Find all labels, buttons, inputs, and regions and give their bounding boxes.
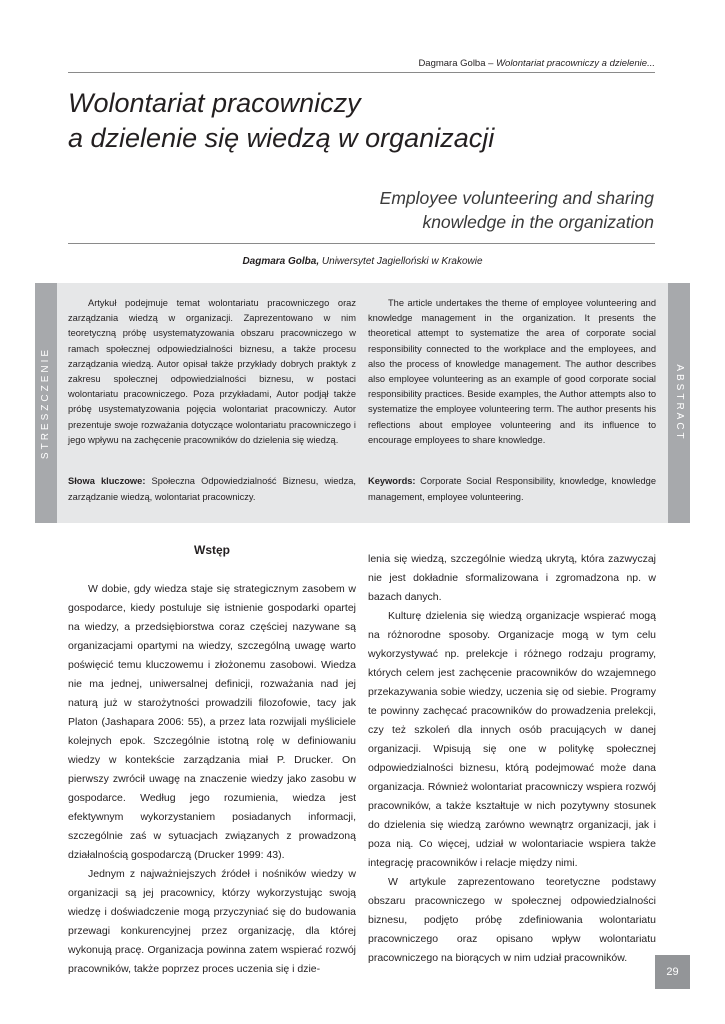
abstract-polish-text: Artykuł podejmuje temat wolontariatu pracowniczego oraz zarządzania wiedzą w organizacji. Zaprezentowano w nim teoretyczną próbę usystematyzowania obszaru pracowniczego w ramach społecznej odpowiedzialności biznesu, a także procesu zarządzania wiedzą. Autor opisał także przykłady dobrych praktyk z zakresu społecznej odpowiedzialności biznesu, w postaci wolontariatu pracowniczego. Poza przykładami, Autor podjął także próbę usystematyzowania pojęcia wolontariat pracowniczy. Autor prezentuje swoje rozważania dotyczące wolontariatu pracowniczego i jego wpływu na zachęcenie pracowników do dzielenia się wiedzą.: [68, 298, 356, 445]
abstract-english-text: The article undertakes the theme of employee volunteering and knowledge management in the organization. It presents the theoretical attempt to systematize the area of corporate social responsibility connected to the workplace and the employees, and also the process of knowledge management. The author describes also employee volunteering as an example of good corporate social responsibility practices. Beside examples, the Author attempts also to systematize the employee volunteering term. The author presents his reflections about employee volunteering and its influence to encourage employees to share knowledge.: [368, 298, 656, 445]
english-title-line-1: Employee volunteering and sharing: [379, 188, 654, 208]
author-line: [0, 256, 725, 267]
running-head: [260, 58, 655, 69]
keywords-english: [368, 473, 656, 505]
sidebar-abstract: [668, 283, 690, 523]
english-title: [300, 186, 654, 234]
keywords-english-list: Corporate Social Responsibility, knowledge, knowledge management, employee volunteering.: [368, 476, 656, 502]
sidebar-label-streszczenie: STRESZCZENIE: [40, 346, 51, 460]
author-affiliation: Uniwersytet Jagielloński w Krakowie: [319, 256, 483, 267]
title-rule: [68, 243, 655, 244]
keywords-english-label: Keywords:: [368, 476, 416, 486]
header-rule: [68, 72, 655, 73]
author-name: Dagmara Golba,: [242, 256, 320, 267]
running-head-author: Dagmara Golba –: [418, 58, 497, 69]
abstract-polish: [68, 296, 356, 448]
article-title-line-2: a dzielenie się wiedzą w organizacji: [68, 123, 495, 153]
keywords-polish-label: Słowa kluczowe:: [68, 476, 146, 486]
sidebar-streszczenie: [35, 283, 57, 523]
body-paragraph: lenia się wiedzą, szczególnie wiedzą ukrytą, która zazwyczaj nie jest dokładnie sformalizowana i zgromadzona np. w bazach danych.: [368, 553, 656, 603]
keywords-polish-list: Społeczna Odpowiedzialność Biznesu, wiedza, zarządzanie wiedzą, wolontariat pracowniczy.: [68, 476, 356, 502]
article-title: [68, 86, 668, 156]
body-column-left: [68, 580, 356, 979]
sidebar-label-abstract: ABSTRACT: [674, 364, 685, 442]
running-head-title: Wolontariat pracowniczy a dzielenie...: [496, 58, 655, 69]
section-heading: Wstęp: [194, 543, 230, 557]
english-title-line-2: knowledge in the organization: [422, 212, 654, 232]
body-paragraph: Kulturę dzielenia się wiedzą organizacje wspierać mogą na różnorodne sposoby. Organizacje mogą w tym celu wykorzystywać np. prelekcje i różnego rodzaju programy, których celem jest zachęcenie pracowników do wzajemnego przekazywania sobie wiedzy, uczenia się od siebie. Programy te powinny zachęcać pracowników do prowadzenia prelekcji, czy też szkoleń dla innych osób pracujących w danej organizacji. Wpisują się one w politykę społecznej odpowiedzialności biznesu, którą podejmować może dana organizacja. Również wolontariat pracowniczy wspiera rozwój pracowników, a także kształtuje w nich pozytywny stosunek do dzielenia się wiedzą zarówno wewnątrz organizacji, jak i poza nią. Co więcej, udział w wolontariacie wspiera także integrację pracowników i relacje między nimi.: [368, 610, 656, 869]
body-paragraph: W artykule zaprezentowano teoretyczne podstawy obszaru pracowniczego w społecznej odpowiedzialności biznesu, podjęto próbę zdefiniowania wolontariatu pracowniczego oraz opisano wpływ wolontariatu pracowniczego na biorących w nim udział pracowników.: [368, 876, 656, 964]
abstract-english: [368, 296, 656, 448]
article-title-line-1: Wolontariat pracowniczy: [68, 88, 361, 118]
page-number: 29: [655, 955, 690, 989]
body-column-right: [368, 550, 656, 968]
body-paragraph: Jednym z najważniejszych źródeł i nośników wiedzy w organizacji są jej pracownicy, którzy wykorzystując swoją wiedzę i doświadczenie mogą przyczyniać się do budowania przewagi konkurencyjnej przez organizację, dla której wykonują pracę. Organizacja powinna zatem wspierać rozwój pracowników, także poprzez proces uczenia się i dzie-: [68, 868, 356, 975]
keywords-polish: [68, 473, 356, 505]
body-paragraph: W dobie, gdy wiedza staje się strategicznym zasobem w gospodarce, kiedy postuluje się istnienie gospodarki opartej na wiedzy, a przedsiębiorstwa coraz częściej nazywane są organizacjami opartymi na wiedzy, szczególną uwagę warto poświęcić temu kluczowemu i złożonemu zasobowi. Wiedza nie ma jednej, uniwersalnej definicji, rozważania nad jej naturą już w starożytności prowadzili filozofowie, tacy jak Platon (Jashapara 2006: 55), a przez lata rozwijali myśliciele kolejnych epok. Szczególnie istotną rolę w definiowaniu wiedzy w kontekście zarządzania miał P. Drucker. On pierwszy zwrócił uwagę na znaczenie wiedzy jako zasobu w gospodarce. Według jego rozumienia, wiedza jest efektywnym wykorzystaniem posiadanych informacji, szczególnie zaś w sytuacjach związanych z prowadzoną działalnością gospodarczą (Drucker 1999: 43).: [68, 583, 356, 861]
